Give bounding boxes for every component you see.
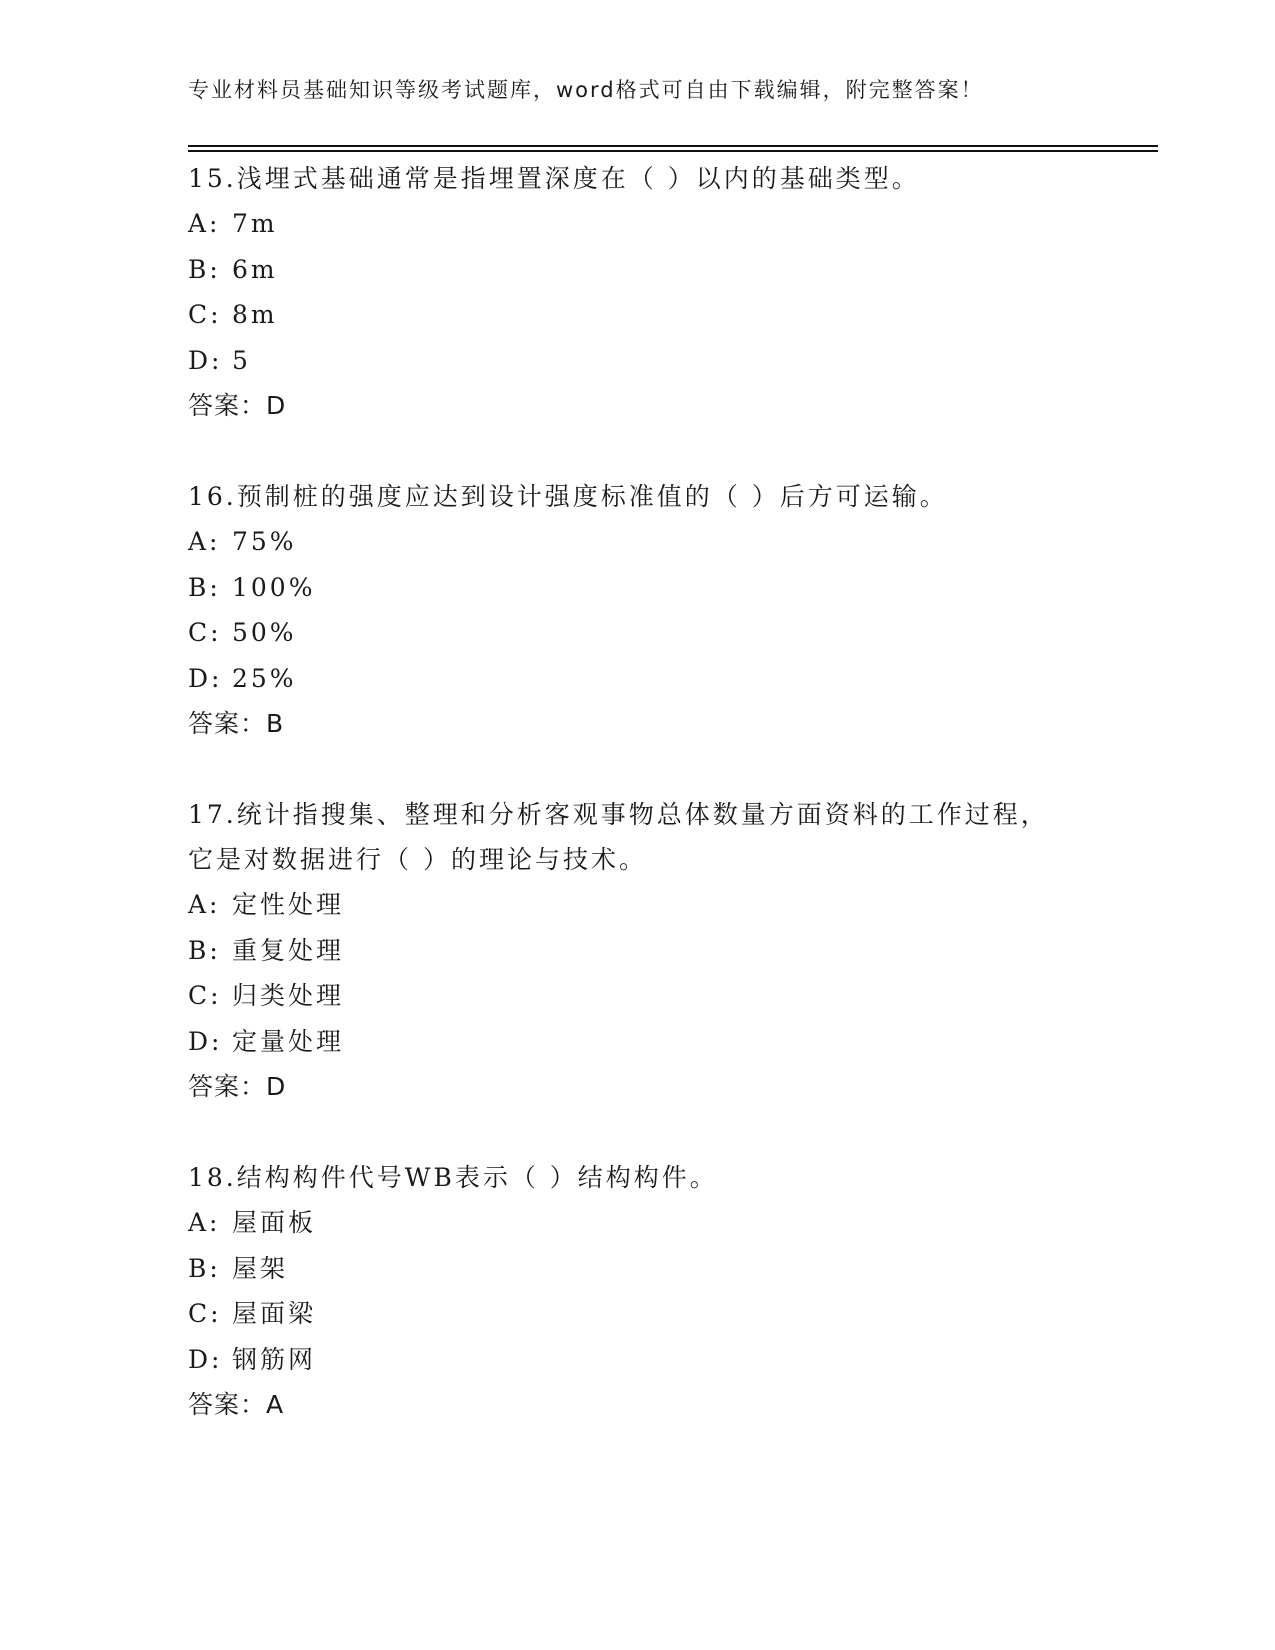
option-text: 重复处理: [232, 935, 345, 965]
option-text: 8m: [232, 300, 278, 329]
option-b: [188, 1246, 1088, 1292]
option-text: 7m: [232, 209, 278, 238]
option-d: [188, 338, 1088, 384]
option-a: [188, 882, 1088, 928]
option-b: [188, 247, 1088, 293]
option-c: [188, 973, 1088, 1019]
option-key: C:: [188, 1299, 222, 1328]
question-number: 17.: [188, 800, 237, 829]
option-d: [188, 656, 1088, 702]
option-key: A:: [188, 209, 221, 238]
question-list: [188, 156, 1088, 1473]
option-key: B:: [188, 935, 221, 965]
option-key: C:: [188, 618, 222, 647]
question-stem: [188, 792, 1088, 837]
question-18: [188, 1155, 1088, 1427]
option-a: [188, 1200, 1088, 1246]
option-c: [188, 1291, 1088, 1337]
option-a: [188, 201, 1088, 247]
header-rule-top: [188, 145, 1158, 147]
option-key: D:: [188, 1026, 223, 1056]
option-b: [188, 928, 1088, 974]
question-text: 结构构件代号WB表示（ ）结构构件。: [236, 1163, 718, 1192]
option-key: A:: [188, 527, 221, 556]
option-c: [188, 610, 1088, 656]
header-rule-bottom: [188, 150, 1158, 152]
option-c: [188, 292, 1088, 338]
question-stem: [188, 1155, 1088, 1200]
option-key: D:: [188, 663, 223, 693]
option-text: 屋面梁: [232, 1299, 317, 1328]
question-16: [188, 474, 1088, 746]
question-number: 16.: [188, 482, 237, 511]
answer: 答案：D: [188, 391, 287, 420]
question-15: [188, 156, 1088, 428]
option-text: 钢筋网: [232, 1344, 317, 1374]
question-17: [188, 792, 1088, 1109]
question-number: 15.: [188, 164, 237, 193]
question-stem-continued: 它是对数据进行（ ）的理论与技术。: [188, 845, 647, 874]
option-text: 5: [232, 345, 251, 375]
option-key: B:: [188, 1253, 221, 1283]
option-text: 屋面板: [232, 1208, 317, 1237]
option-d: [188, 1019, 1088, 1065]
question-text: 统计指搜集、整理和分析客观事物总体数量方面资料的工作过程，: [236, 800, 1049, 829]
option-text: 50%: [232, 618, 297, 647]
question-number: 18.: [188, 1163, 237, 1192]
page-header: 专业材料员基础知识等级考试题库，word格式可自由下载编辑，附完整答案！: [188, 78, 984, 102]
option-text: 屋架: [232, 1253, 289, 1283]
option-text: 6m: [232, 254, 278, 284]
option-key: D:: [188, 1344, 223, 1374]
question-text: 预制桩的强度应达到设计强度标准值的（ ）后方可运输。: [236, 482, 948, 511]
option-key: A:: [188, 1208, 221, 1237]
option-key: C:: [188, 300, 222, 329]
option-d: [188, 1337, 1088, 1383]
option-text: 定量处理: [232, 1026, 345, 1056]
answer: 答案：A: [188, 1390, 285, 1419]
option-text: 定性处理: [232, 890, 345, 919]
question-text: 浅埋式基础通常是指埋置深度在（ ）以内的基础类型。: [236, 164, 920, 193]
option-text: 75%: [232, 527, 297, 556]
option-key: C:: [188, 981, 222, 1010]
question-stem: [188, 474, 1088, 519]
option-b: [188, 565, 1088, 611]
option-key: B:: [188, 572, 221, 602]
option-key: B:: [188, 254, 221, 284]
option-text: 归类处理: [232, 981, 345, 1010]
option-a: [188, 519, 1088, 565]
option-key: D:: [188, 345, 223, 375]
option-key: A:: [188, 890, 221, 919]
question-stem: [188, 156, 1088, 201]
answer: 答案：D: [188, 1072, 287, 1101]
answer: 答案：B: [188, 709, 285, 738]
option-text: 25%: [232, 663, 297, 693]
option-text: 100%: [232, 572, 316, 602]
